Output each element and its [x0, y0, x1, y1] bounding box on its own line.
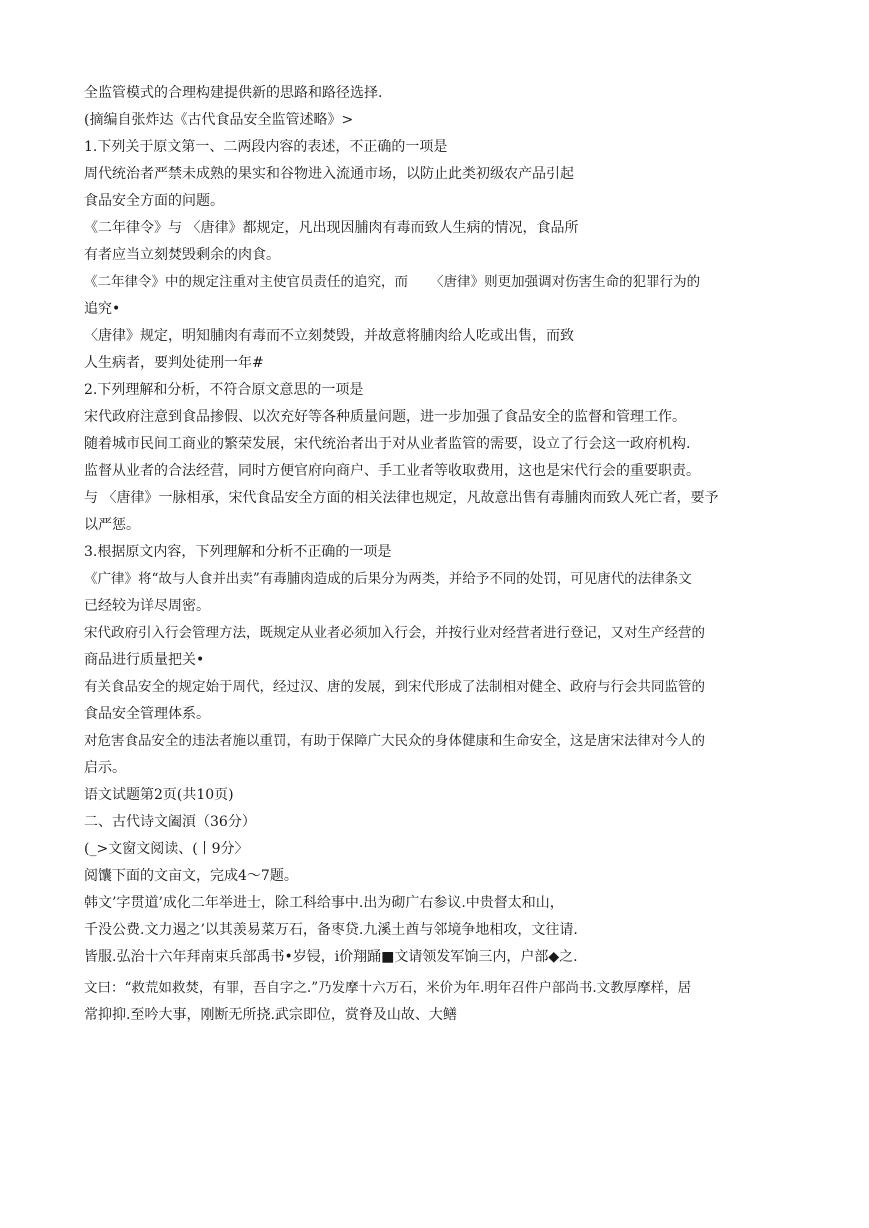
page-footer: 语文试题第2页(共10页)	[84, 787, 234, 803]
q3-option-b-line-2: 商品进行质量把关•	[84, 652, 205, 668]
q1-option-a-line-1: 周代统治者严禁未成熟的果实和谷物进入流通市场，以防止此类初级农产品引起	[84, 166, 574, 182]
q2-option-b: 随着城市民间工商业的繁荣发展，宋代统治者出于对从业者监管的需要，设立了行会这一政府机构.	[84, 436, 691, 452]
citation-line: (摘编自张炸达《古代食品安全监管述略》>	[84, 112, 354, 128]
q3-option-d-line-2: 启示。	[84, 760, 126, 776]
passage-line-2: 千没公费.文力遏之’以其羡易菜万石，备枣贷.九溪土酋与邻境争地相攻，文往请.	[84, 922, 578, 938]
q1-option-c-line-1: 《二年律令》中的规定注重对主使官员责任的追究，而 〈唐律》则更加强调对伤害生命的犯罪行为的	[84, 274, 701, 290]
passage-line-1: 韩文’字贯道’成化二年举进士，除工科给事中.出为砌广右参议.中贵督太和山，	[84, 895, 564, 911]
reading-instruction: 阅馕下面的文亩文，完成4〜7题。	[84, 868, 298, 884]
q1-option-b-line-1: 《二年律令》与 〈唐律》都规定，凡出现因脯肉有毒而致人生病的情况，食品所	[84, 220, 579, 236]
q2-option-a: 宋代政府注意到食品掺假、以次充好等各种质量问题，进一步加强了食品安全的监督和管理工作。	[84, 409, 686, 425]
section-heading: 二、古代诗文阖湏（36分）	[84, 814, 256, 830]
q3-option-a-line-2: 已经较为详尽周密。	[84, 598, 210, 614]
q1-option-d-line-2: 人生病者，要判处徒刑一年#	[84, 355, 264, 371]
q1-option-d-line-1: 〈唐律》规定，明知脯肉有毒而不立刻焚毁，并故意将脯肉给人吃或出售，而致	[84, 328, 574, 344]
q1-option-a-line-2: 食品安全方面的问题。	[84, 193, 224, 209]
passage-line-4: 文曰：“救荒如救焚，有罪，吾自字之.”乃发摩十六万石，米价为年.明年召件户部尚书.文教厚摩样，居	[84, 980, 692, 996]
q3-option-b-line-1: 宋代政府引入行会管理方法，既规定从业者必须加入行会，并按行业对经营者进行登记，又对生产经营的	[84, 625, 705, 641]
q2-option-d-line-1: 与 〈唐律》一脉相承，宋代食品安全方面的相关法律也规定，凡故意出售有毒脯肉而致人死亡者，要予	[84, 490, 719, 506]
question-1-stem: 1.下列关于原文第一、二两段内容的表述，不正确的一项是	[84, 139, 448, 155]
q1-option-b-line-2: 有者应当立刻焚毁剩余的肉食。	[84, 247, 280, 263]
question-2-stem: 2.下列理解和分析，不符合原文意思的一项是	[84, 382, 364, 398]
q2-option-c: 监督从业者的合法经营，同时方便官府向商户、手工业者等收取费用，这也是宋代行会的重要职责。	[84, 463, 700, 479]
question-3-stem: 3.根据原文内容，下列理解和分析不正确的一项是	[84, 544, 392, 560]
subsection-heading: (_>文窗文阅读、(丨9分〉	[84, 841, 249, 857]
text-line-1: 全监管模式的合理构建提供新的思路和路径选择.	[84, 85, 383, 101]
q3-option-c-line-2: 食品安全管理体系。	[84, 706, 210, 722]
passage-line-5: 常抑抑.至吟大事，刚断无所挠.武宗即位，赏脊及山故、大鳝	[84, 1007, 457, 1023]
q1-option-c-line-2: 追究•	[84, 301, 121, 317]
q3-option-d-line-1: 对危害食品安全的违法者施以重罚，有助于保障广大民众的身体健康和生命安全，这是唐宋法律对今人的	[84, 733, 705, 749]
q2-option-d-line-2: 以严惩。	[84, 517, 140, 533]
passage-line-3: 皆服.弘治十六年拜南束兵部禹书•岁锓，i价翔踊■文请领发军饷三内，户部◆之.	[84, 949, 578, 965]
q3-option-a-line-1: 《广律》将“故与人食并出卖”有毒脯肉造成的后果分为两类，并给予不同的处罚，可见唐代的法律条文	[84, 571, 692, 587]
document-page	[84, 80, 790, 1029]
q3-option-c-line-1: 有关食品安全的规定始于周代，经过汉、唐的发展，到宋代形成了法制相对健全、政府与行会共同监管的	[84, 679, 705, 695]
